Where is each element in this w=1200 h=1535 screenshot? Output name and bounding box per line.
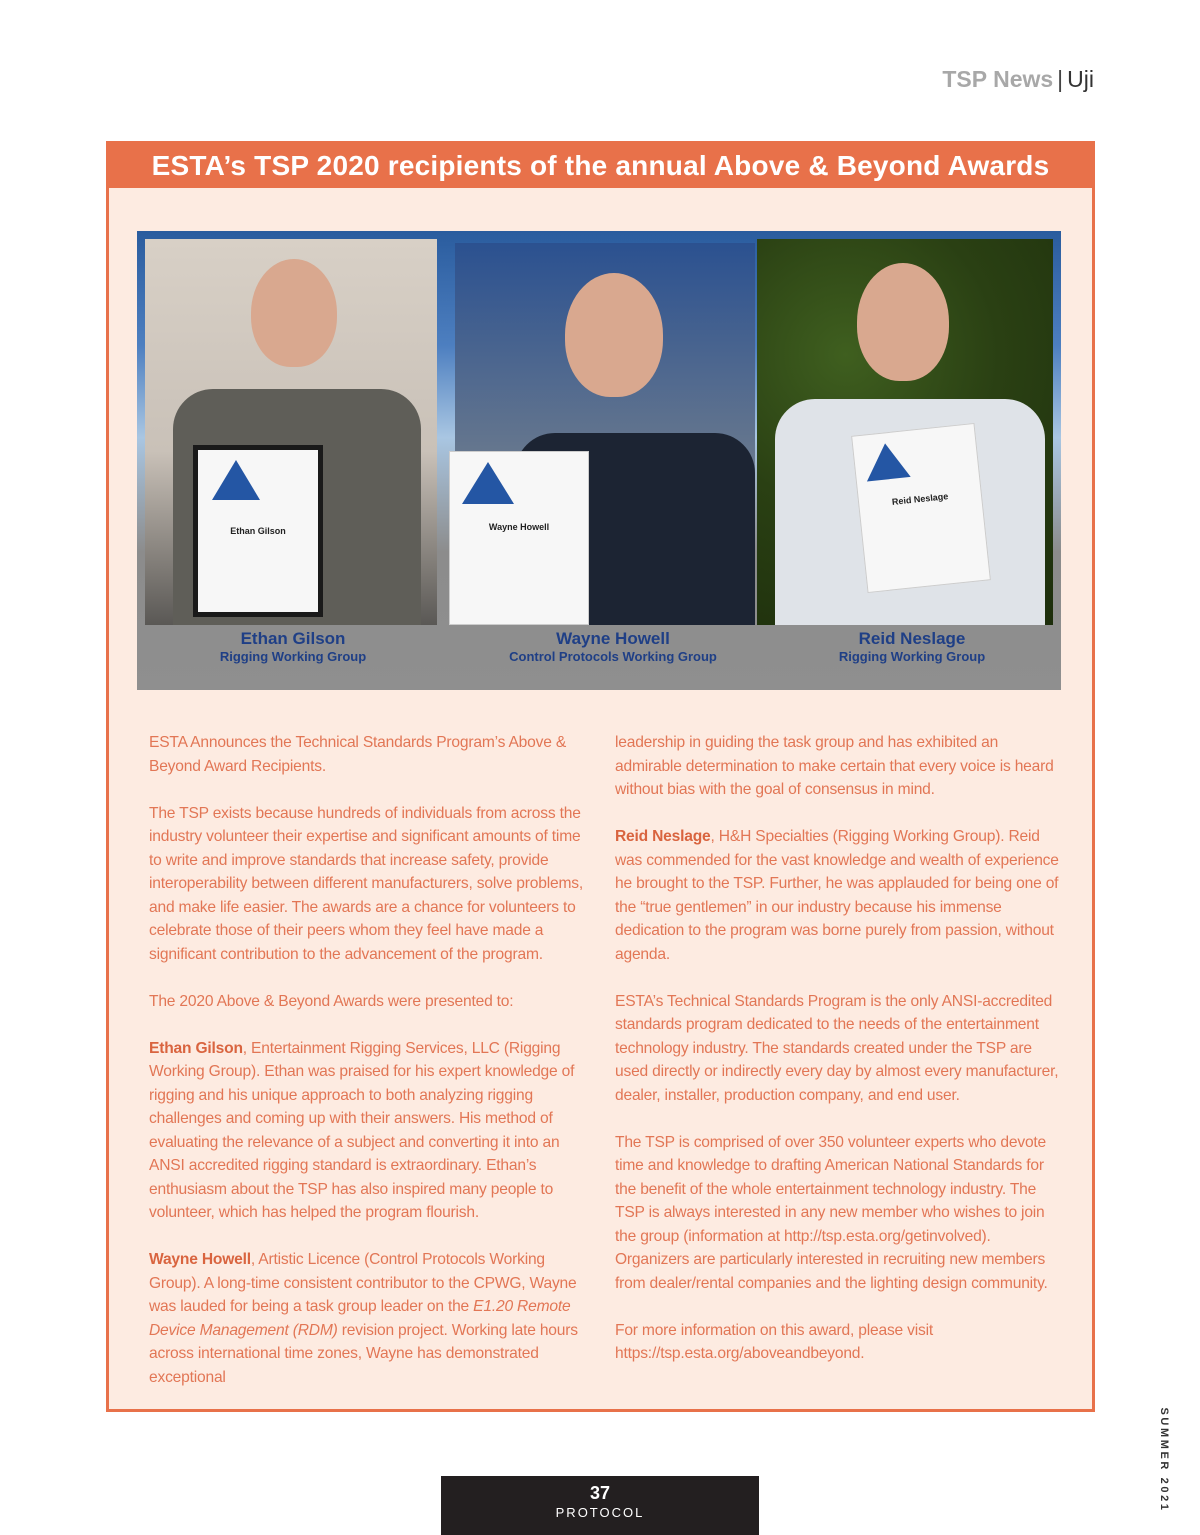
recipient-text: , Entertainment Rigging Services, LLC (Rigging Working Group). Ethan was praised for his expert knowledge of rigging and his unique approach to both analyzing rigging challenges and coming up with their answers. His method of evaluating the relevance of a subject and converting it into an ANSI accredited rigging standard is extraordinary. Ethan’s enthusiasm about the TSP has also inspired many people to volunteer, which has helped the program flourish. [149,1039,575,1221]
star-icon [462,462,514,504]
caption-group: Rigging Working Group [838,649,986,664]
certificate [449,451,589,625]
magazine-name: PROTOCOL [555,1505,645,1520]
caption-group: Rigging Working Group [219,649,367,664]
recipient-name: Reid Neslage [615,828,711,845]
paragraph: ESTA Announces the Technical Standards Program’s Above & Beyond Award Recipients. [149,734,567,775]
paragraph: For more information on this award, please visit https://tsp.esta.org/aboveandbeyond. [615,1321,934,1362]
paragraph: The TSP is comprised of over 350 volunteer experts who devote time and knowledge to drafting American National Standards for the benefit of the whole entertainment technology industry. The TSP is always interested in any new member who wishes to join the group (information at http://tsp.esta.org/getinvolved). Organizers are particularly interested in recruiting new members from dealer/rental companies and the lighting design community. [615,1133,1048,1292]
photo-ethan-gilson [145,239,437,625]
paragraph: The 2020 Above & Beyond Awards were presented to: [149,992,514,1010]
recipient-text: , H&H Specialties (Rigging Working Group). Reid was commended for the vast knowledge and wealth of experience he brought to the TSP. Further, he was applauded for being one of the “true gentlemen” in our industry because his immense dedication to the program was borne purely from passion, without agenda. [615,828,1059,963]
star-icon [863,441,911,481]
article-box [106,141,1095,1412]
running-head [942,66,1094,93]
caption-reid [767,629,1057,665]
issue-text: SUMMER 2021 [1158,1407,1170,1513]
certificate-name: Ethan Gilson [230,526,286,536]
star-icon [212,460,260,500]
recipient-text: revision project. Working late hours across international time zones, Wayne has demonstrated exceptional [149,1321,578,1386]
certificate [851,423,991,593]
photo-wayne-howell [455,243,755,625]
recipient-text: , Artistic Licence (Control Protocols Working Group). A long-time consistent contributor to the CPWG, Wayne was lauded for being a task group leader on the [149,1251,577,1315]
portrait-head [251,259,337,367]
section-name: TSP News [942,66,1054,92]
recipient-name: Ethan Gilson [149,1039,243,1057]
project-title: E1.20 Remote Device Management (RDM) [149,1298,571,1339]
certificate-name: Reid Neslage [891,491,949,507]
caption-wayne [463,629,763,665]
paragraph: The TSP exists because hundreds of individuals from across the industry volunteer their expertise and significant amounts of time to write and improve standards that increase safety, provide interoperability between different manufacturers, solve problems, and make life easier. The awards are a chance for volunteers to celebrate those of their peers whom they feel have made a significant contribution to the advancement of the program. [149,804,583,963]
article-column-left [149,731,594,1413]
caption-group: Control Protocols Working Group [509,649,717,664]
portrait-head [565,273,663,397]
paragraph-wayne [149,1248,594,1389]
language-label: Uji [1067,66,1094,92]
article-column-right [615,731,1061,1389]
caption-name: Wayne Howell [556,629,670,648]
article-title: ESTA’s TSP 2020 recipients of the annual Above & Beyond Awards [109,144,1092,188]
page-footer [441,1476,759,1535]
paragraph: leadership in guiding the task group and has exhibited an admirable determination to make certain that every voice is heard without bias with the goal of consensus in mind. [615,734,1054,798]
award-recipients-photo [137,231,1061,690]
certificate-name: Wayne Howell [488,522,550,532]
certificate-frame [193,445,323,617]
paragraph-reid [615,825,1061,966]
photo-reid-neslage [757,239,1053,625]
recipient-name: Wayne Howell [149,1251,251,1268]
paragraph: ESTA’s Technical Standards Program is the only ANSI-accredited standards program dedicated to the needs of the entertainment technology industry. The standards created under the TSP are used directly or indirectly every day by almost every manufacturer, dealer, installer, production company, and end user. [615,992,1059,1104]
portrait-head [857,263,949,381]
page-number: 37 [589,1483,611,1503]
header-separator: | [1057,66,1064,92]
issue-label [1148,1407,1180,1513]
caption-ethan [155,629,431,665]
caption-name: Reid Neslage [858,629,966,648]
caption-name: Ethan Gilson [240,629,346,648]
paragraph-ethan [149,1037,594,1225]
